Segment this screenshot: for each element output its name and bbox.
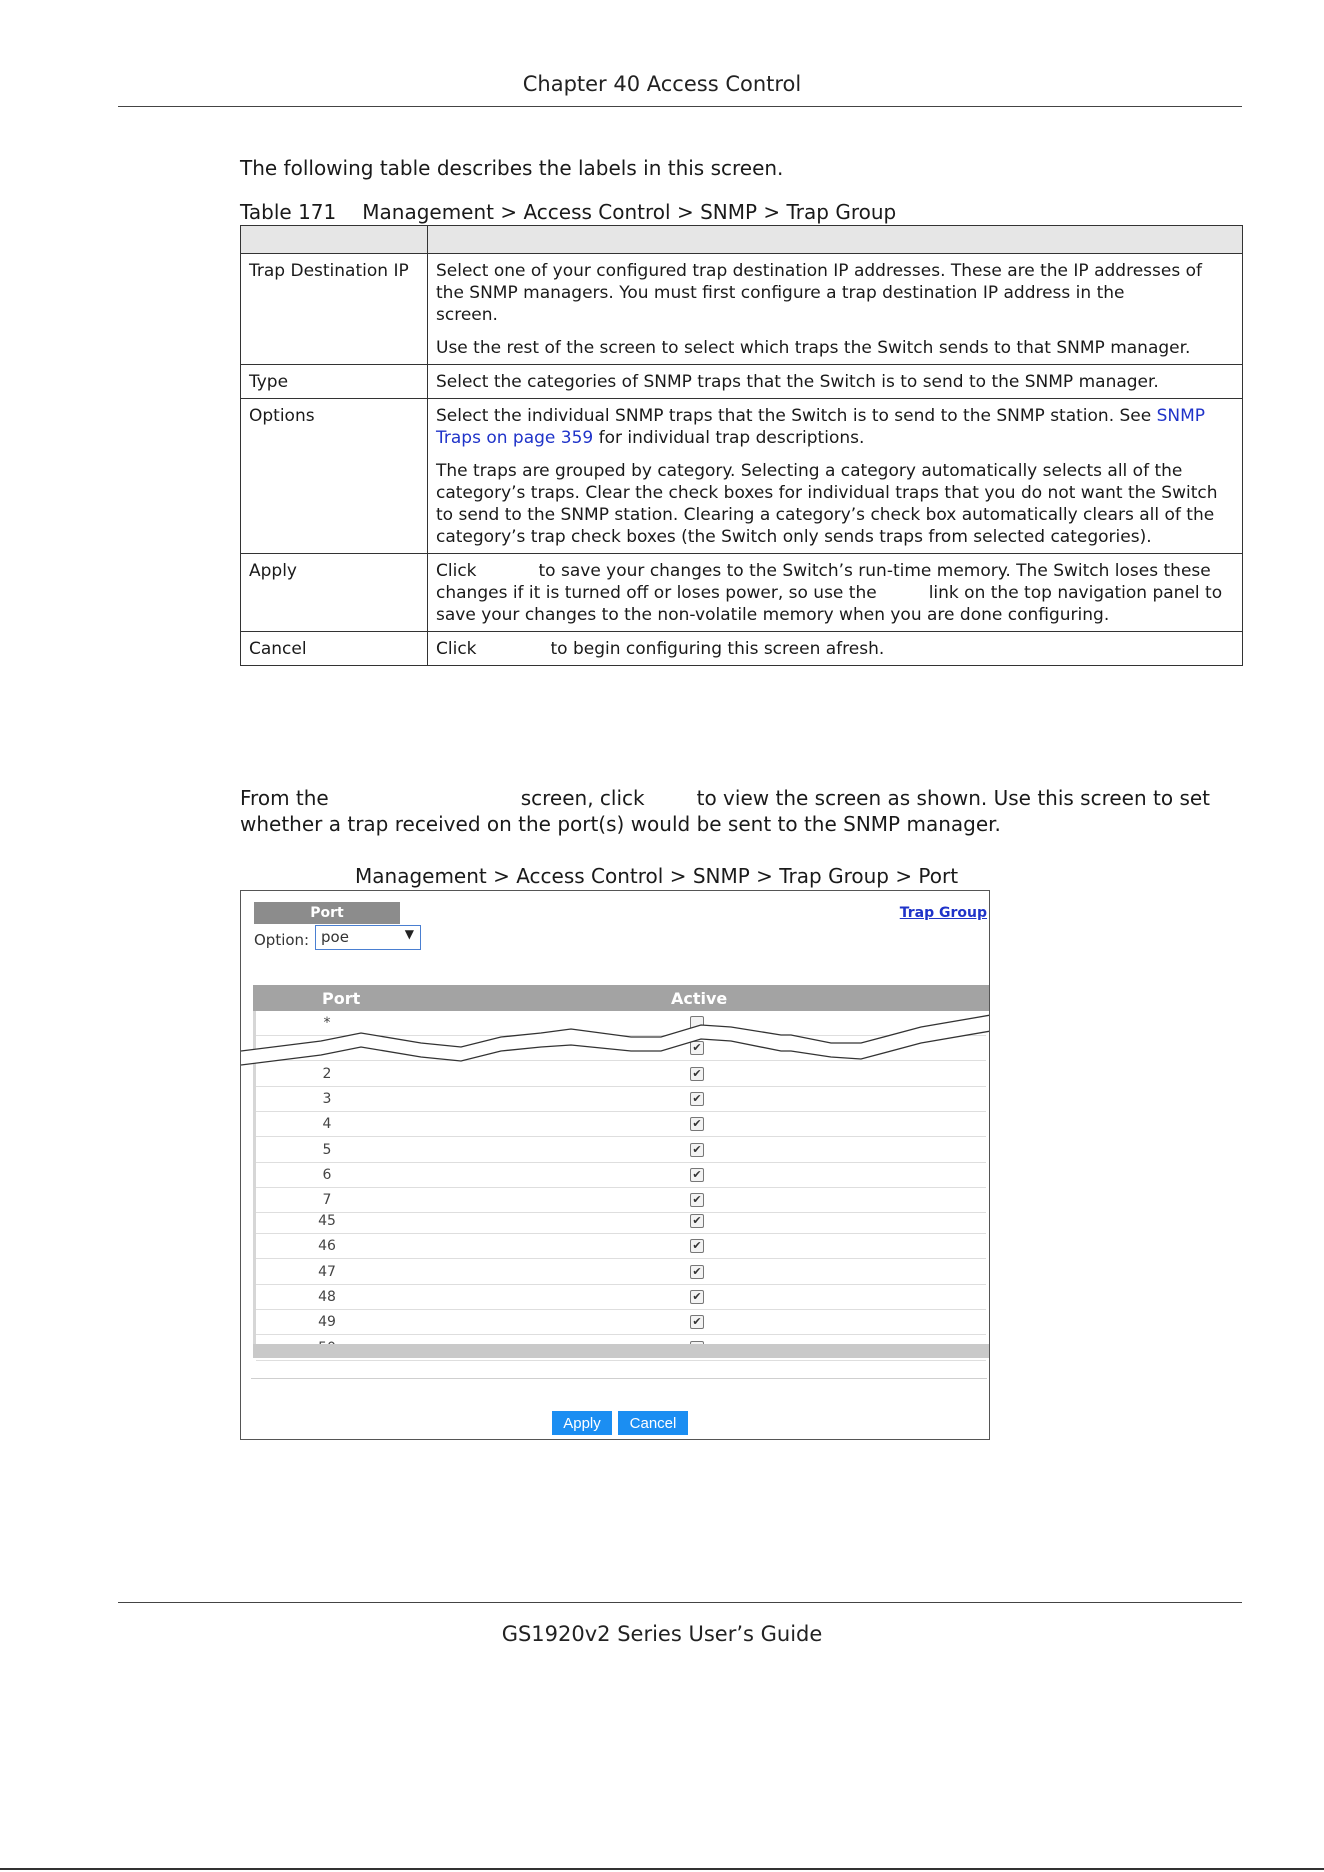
row-description — [428, 254, 1243, 365]
table-row — [241, 399, 1243, 554]
row-label: Trap Destination IP — [241, 254, 428, 365]
dropdown-arrow-icon: ▼ — [404, 927, 414, 941]
active-checkbox[interactable]: ✔ — [690, 1214, 704, 1228]
apply-button[interactable]: Apply — [552, 1411, 612, 1435]
row-text: link on the top navigation panel to save your changes to the non-volatile memory when you are done configuring. — [436, 583, 1223, 625]
port-screen — [240, 890, 990, 1440]
port-number: 2 — [322, 1065, 332, 1082]
page-bottom-rule — [0, 1868, 1324, 1870]
body-text: to view the screen as shown. Use this screen to set — [696, 786, 1211, 810]
row-text: Select the individual SNMP traps that the Switch is to send to the SNMP station. See — [436, 406, 1152, 426]
row-text: for individual trap descriptions. — [598, 428, 865, 448]
row-description — [428, 632, 1243, 666]
row-description — [428, 554, 1243, 632]
footer-rule — [118, 1602, 1242, 1603]
active-checkbox[interactable]: ✔ — [690, 1315, 704, 1329]
row-text: Use the rest of the screen to select which traps the Switch sends to that SNMP manager. — [436, 338, 1191, 358]
snmp-traps-link[interactable]: SNMP Traps on page 359 — [436, 406, 1206, 448]
active-checkbox[interactable]: ✔ — [690, 1168, 704, 1182]
port-number: 3 — [322, 1090, 332, 1107]
row-description — [428, 399, 1243, 554]
port-number: 5 — [322, 1141, 332, 1158]
table-row — [241, 554, 1243, 632]
row-label: Cancel — [241, 632, 428, 666]
description-table — [240, 225, 1243, 666]
body-paragraph-line1 — [240, 786, 1210, 810]
trap-group-link[interactable]: Trap Group — [899, 905, 987, 921]
row-text: Click — [436, 561, 477, 581]
port-number: 45 — [318, 1213, 336, 1229]
active-checkbox[interactable]: ✔ — [690, 1290, 704, 1304]
table-row — [241, 254, 1243, 365]
cancel-button[interactable]: Cancel — [618, 1411, 688, 1435]
option-select-value: poe — [321, 928, 349, 946]
option-label: Option: — [254, 931, 310, 949]
column-active: Active — [671, 989, 728, 1008]
active-checkbox[interactable]: ✔ — [690, 1117, 704, 1131]
row-text: Select one of your configured trap destination IP addresses. These are the IP addresses of the SNMP managers. You must first configure a trap destination IP address in the — [436, 261, 1202, 303]
row-text: Click — [436, 639, 477, 659]
active-checkbox[interactable]: ✔ — [690, 1143, 704, 1157]
table-break-mark — [241, 891, 989, 1439]
header-rule — [118, 106, 1242, 107]
row-text: to begin configuring this screen afresh. — [550, 639, 885, 659]
port-number: 6 — [322, 1166, 332, 1183]
active-checkbox[interactable]: ✔ — [690, 1193, 704, 1207]
table-header-description — [428, 226, 1243, 254]
active-checkbox[interactable]: ✔ — [690, 1265, 704, 1279]
row-text: The traps are grouped by category. Selecting a category automatically selects all of the category’s traps. Clear the check boxes for individual traps that you do not want the Switch to send to the SNMP station. Clearing a category’s check box automatically clears all of the category’s trap check boxes (the Switch only sends traps from selected categories). — [436, 461, 1218, 547]
row-label: Apply — [241, 554, 428, 632]
intro-text: The following table describes the labels in this screen. — [240, 156, 784, 180]
active-checkbox[interactable]: ✔ — [690, 1041, 704, 1055]
tab-port[interactable]: Port — [254, 902, 400, 924]
row-label: Type — [241, 365, 428, 399]
table-header-label — [241, 226, 428, 254]
row-text: screen. — [436, 305, 498, 325]
table-row — [241, 632, 1243, 666]
port-number: 7 — [322, 1192, 332, 1209]
row-text: Select the categories of SNMP traps that the Switch is to send to the SNMP manager. — [436, 372, 1159, 392]
port-number: 46 — [318, 1238, 336, 1255]
chapter-title: Chapter 40 Access Control — [522, 72, 802, 96]
body-paragraph-line2: whether a trap received on the port(s) would be sent to the SNMP manager. — [240, 812, 1001, 836]
table-caption — [240, 200, 896, 224]
active-checkbox[interactable]: ✔ — [690, 1239, 704, 1253]
port-number: 49 — [318, 1314, 336, 1331]
port-number: 47 — [318, 1263, 336, 1280]
body-text: screen, click — [520, 786, 645, 810]
port-number: 4 — [322, 1116, 332, 1133]
table-header-row — [241, 226, 1243, 254]
row-label: Options — [241, 399, 428, 554]
active-checkbox[interactable]: ✔ — [690, 1092, 704, 1106]
table-number: Table 171 — [240, 200, 337, 224]
body-text: From the — [240, 786, 329, 810]
port-number: * — [323, 1015, 331, 1031]
port-number: 48 — [318, 1288, 336, 1305]
row-text: to save your changes to the Switch’s run-time memory. The Switch loses these changes if it is turned off or loses power, so use the — [436, 561, 1211, 603]
table-row — [241, 365, 1243, 399]
footer-divider — [251, 1378, 987, 1379]
figure-caption: Management > Access Control > SNMP > Trap Group > Port — [355, 864, 959, 888]
active-checkbox[interactable]: ✔ — [690, 1067, 704, 1081]
column-port: Port — [322, 989, 361, 1008]
table-caption-text: Management > Access Control > SNMP > Trap Group — [362, 200, 897, 224]
guide-title: GS1920v2 Series User’s Guide — [501, 1622, 823, 1646]
row-description — [428, 365, 1243, 399]
